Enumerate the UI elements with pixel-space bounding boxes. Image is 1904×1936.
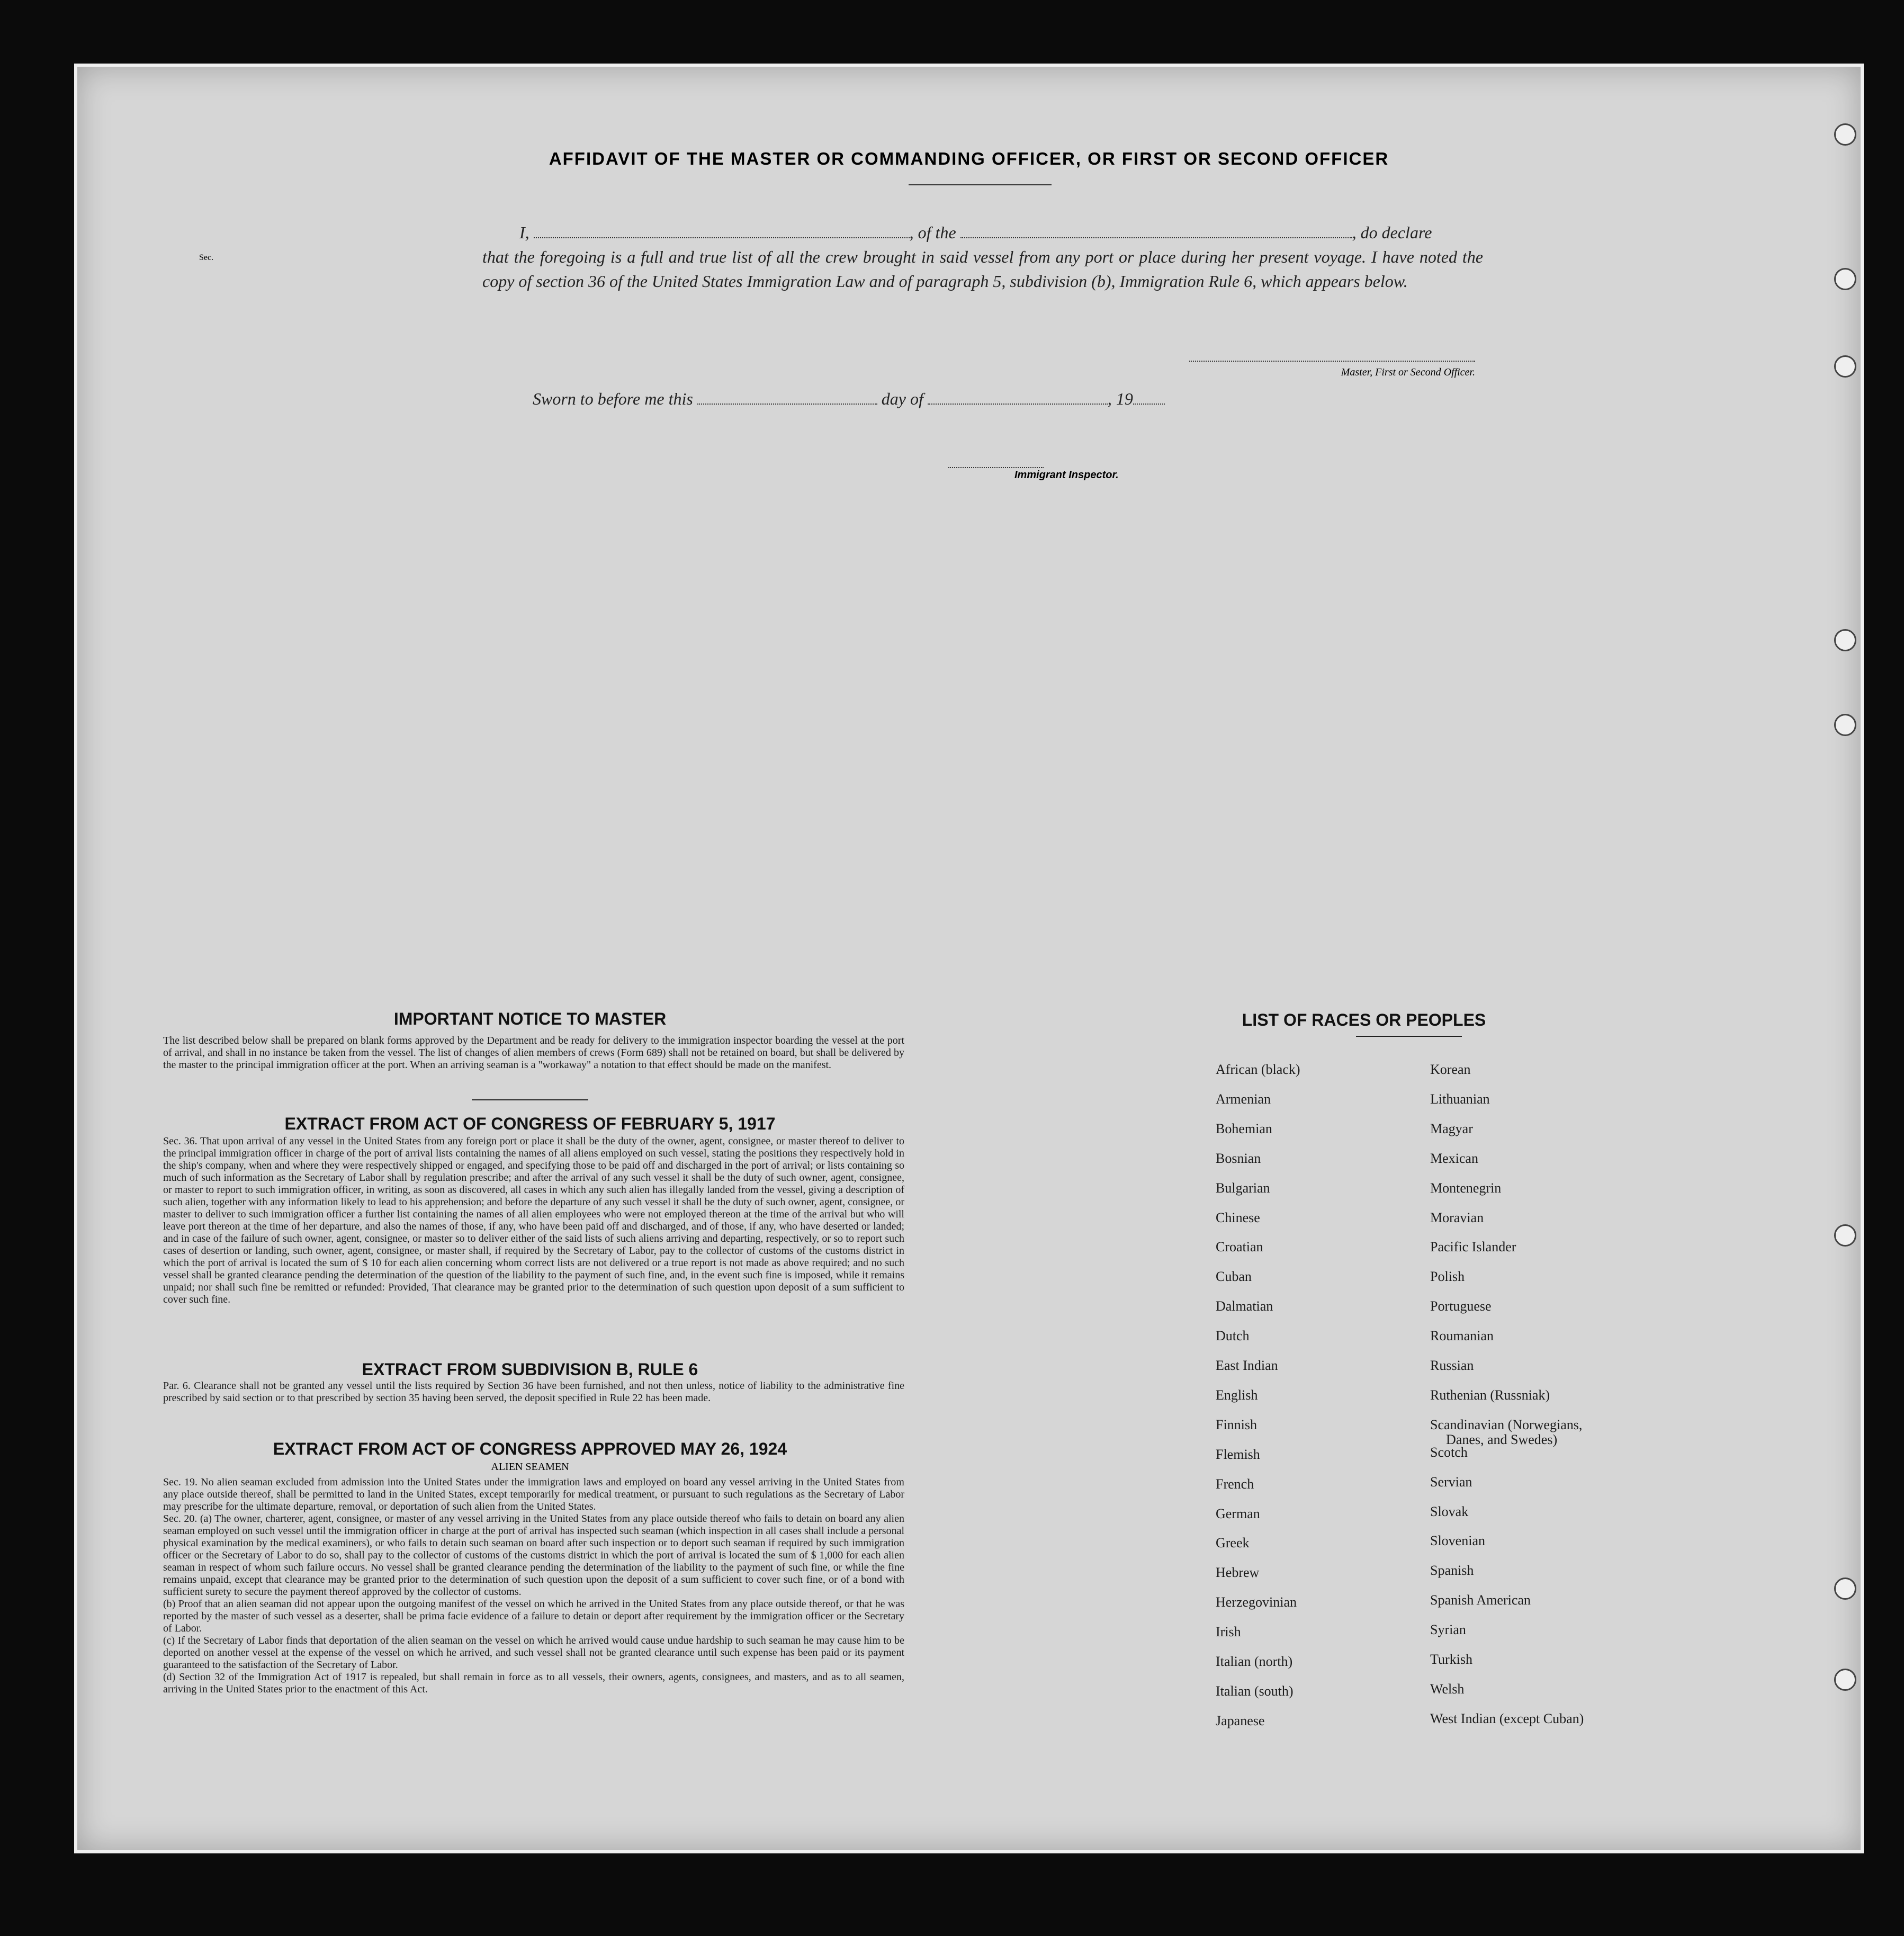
race-item: German: [1216, 1505, 1260, 1521]
extract2-heading: EXTRACT FROM SUBDIVISION B, RULE 6: [362, 1360, 698, 1379]
race-item: Bosnian: [1216, 1150, 1261, 1166]
section-divider: [472, 1099, 588, 1100]
extract1-text: Sec. 36. That upon arrival of any vessel in the United States from any foreign port or place it shall be the duty of the owner, agent, consignee, or master thereof to deliver to the principal immigration officer in charge of the port of arrival lists containing the names of all aliens employed on such vessel, stating the positions they respectively hold in the ship's company, when and where they were respectively shipped or engaged, and specifying those to be paid off and discharged in the port of arrival; or lists containing so much of such information as the Secretary of Labor shall by regulation prescribe; and after the arrival of any such vessel it shall be the duty of such owner, agent, consignee, or master to report to such immigration officer, in writing, as soon as discovered, all cases in which any such alien has illegally landed from the vessel, giving a description of such alien, together with any information likely to lead to his apprehension; and before the departure of any such vessel it shall be the duty of such owner, agent, consignee, or master to deliver to such immigration officer a further list containing the names of all alien employees who were not employed thereon at the time of the arrival but who will leave port thereon at the time of her departure, and also the names of those, if any, who have been paid off and discharged, and of those, if any, who have deserted or landed; and in case of the failure of such owner, agent, consignee, or master so to deliver either of the said lists of such aliens arriving and departing, respectively, or so to report such cases of desertion or landing, such owner, agent, consignee, or master shall, if required by the Secretary of Labor, pay to the collector of customs of the customs district in which the port of arrival is located the sum of $ 10 for each alien concerning whom correct lists are not delivered or a true report is not made as above required; and no such vessel shall be granted clearance pending the determination of the question of the liability to the payment of such fine, and, in the event such fine is imposed, while it remains unpaid; nor shall such fine be remitted or refunded: Provided, That clearance may be granted prior to the determination of such question upon deposit of a sum sufficient to cover such fine.: [163, 1135, 904, 1305]
declare-prefix: I,: [519, 223, 529, 242]
race-item: Lithuanian: [1430, 1091, 1490, 1107]
document-sheet: [74, 64, 1864, 1853]
race-item: Roumanian: [1430, 1328, 1494, 1344]
extract3-para: (c) If the Secretary of Labor finds that deportation of the alien seaman on the vessel on which he arrived would cause undue hardship to such seaman he may cause him to be deported on another vessel at the expense of the vessel on which he arrived, and such vessel shall not be granted clearance until such expense has been paid or its payment guaranteed to the satisfaction of the Secretary of Labor.: [163, 1635, 904, 1671]
extract3-para: (d) Section 32 of the Immigration Act of 1917 is repealed, but shall remain in force as to all vessels, their owners, agents, consignees, and masters, and as to all seamen, arriving in the United States prior to the enactment of this Act.: [163, 1671, 904, 1695]
race-item: Bohemian: [1216, 1121, 1272, 1136]
race-item: Mexican: [1430, 1150, 1478, 1166]
race-item: Pacific Islander: [1430, 1239, 1516, 1255]
race-item: Scandinavian (Norwegians,: [1430, 1417, 1583, 1432]
race-item: African (black): [1216, 1062, 1300, 1077]
binder-hole: [1834, 268, 1856, 290]
race-item: East Indian: [1216, 1358, 1278, 1373]
binder-hole: [1834, 714, 1856, 736]
extract3-subheading: ALIEN SEAMEN: [491, 1461, 569, 1473]
binder-hole: [1834, 629, 1856, 651]
race-item: Armenian: [1216, 1091, 1271, 1107]
inspector-line[interactable]: [948, 467, 1044, 468]
binder-hole: [1834, 1669, 1856, 1691]
signature-line[interactable]: [1189, 361, 1475, 362]
extract3-para: (b) Proof that an alien seaman did not appear upon the outgoing manifest of the vessel on which he arrived in the United States from any place outside thereof, or that he was reported by the master of such vessel as a deserter, shall be prima facie evidence of a failure to detain or deport after requirement by the immigration officer or the Secretary of Labor.: [163, 1598, 904, 1634]
day-blank[interactable]: [697, 391, 877, 405]
race-item: Montenegrin: [1430, 1180, 1502, 1196]
notice-text: The list described below shall be prepared on blank forms approved by the Department and be ready for delivery to the immigration inspector boarding the vessel at the port of arrival, and shall in no instance be taken from the vessel. The list of changes of alien members of crews (Form 689) shall not be retained on board, but shall be delivered by the master to the principal immigration officer at the port. When an arriving seaman is a "workaway" a notation to that effect should be made on the manifest.: [163, 1035, 904, 1071]
race-item: Italian (north): [1216, 1654, 1293, 1669]
race-item: Spanish American: [1430, 1592, 1531, 1608]
race-item: Flemish: [1216, 1446, 1260, 1462]
race-item: Danes, and Swedes): [1446, 1431, 1558, 1447]
race-item: Dutch: [1216, 1328, 1250, 1344]
race-item: Croatian: [1216, 1239, 1263, 1255]
race-item: Herzegovinian: [1216, 1594, 1297, 1610]
race-item: Korean: [1430, 1062, 1471, 1077]
inspector-label: Immigrant Inspector.: [1014, 469, 1119, 481]
binder-hole: [1834, 355, 1856, 378]
race-item: Spanish: [1430, 1563, 1474, 1579]
signature-label: Master, First or Second Officer.: [1341, 366, 1475, 378]
sworn-year-label: , 19: [1107, 389, 1133, 408]
name-blank[interactable]: [534, 225, 910, 238]
binder-hole: [1834, 123, 1856, 146]
vessel-blank[interactable]: [960, 225, 1352, 238]
race-item: Finnish: [1216, 1417, 1258, 1432]
extract3-para: Sec. 19. No alien seaman excluded from admission into the United States under the immigration laws and employed on board any vessel arriving in the United States from any place outside thereof, shall be permitted to land in the United States, except temporarily for medical treatment, or pursuant to such regulations as the Secretary of Labor may prescribe for the ultimate departure, removal, or deportation of such alien from the United States.: [163, 1476, 904, 1512]
race-item: Scotch: [1430, 1444, 1468, 1460]
notice-heading: IMPORTANT NOTICE TO MASTER: [393, 1009, 667, 1028]
extract3-text: [163, 1476, 904, 1696]
race-item: English: [1216, 1387, 1258, 1403]
race-item: French: [1216, 1476, 1254, 1492]
race-item: Bulgarian: [1216, 1180, 1270, 1196]
extract2-text: Par. 6. Clearance shall not be granted any vessel until the lists required by Section 36 have been furnished, and not then unless, notice of liability to the administrative fine prescribed by said section or to that prescribed by section 35 having been served, the deposit specified in Rule 22 has been made.: [163, 1380, 904, 1404]
sworn-line: [533, 387, 1165, 411]
sworn-prefix: Sworn to before me this: [533, 389, 693, 408]
extract3-heading: EXTRACT FROM ACT OF CONGRESS APPROVED MAY 26, 1924: [273, 1439, 787, 1458]
binder-hole: [1834, 1578, 1856, 1600]
sworn-day-label: day of: [881, 389, 923, 408]
race-item: Syrian: [1430, 1622, 1466, 1638]
race-item: Ruthenian (Russniak): [1430, 1387, 1550, 1403]
month-blank[interactable]: [928, 391, 1108, 405]
race-item: Chinese: [1216, 1209, 1260, 1225]
affidavit-title: AFFIDAVIT OF THE MASTER OR COMMANDING OFFICER, OR FIRST OR SECOND OFFICER: [549, 149, 1389, 168]
race-item: Portuguese: [1430, 1298, 1492, 1314]
race-item: Welsh: [1430, 1681, 1465, 1697]
race-item: Cuban: [1216, 1269, 1252, 1285]
race-item: Dalmatian: [1216, 1298, 1273, 1314]
race-item: Irish: [1216, 1624, 1241, 1640]
race-item: Slovenian: [1430, 1533, 1485, 1549]
races-heading: LIST OF RACES OR PEOPLES: [1242, 1010, 1486, 1029]
race-item: Italian (south): [1216, 1683, 1294, 1699]
race-item: West Indian (except Cuban): [1430, 1710, 1584, 1726]
affidavit-body: [482, 220, 1483, 293]
declare-mid: , of the: [909, 223, 956, 242]
margin-mark: Sec.: [199, 253, 214, 262]
declare-suffix: , do declare: [1352, 223, 1432, 242]
declare-line: [482, 220, 1483, 245]
race-item: Servian: [1430, 1474, 1472, 1490]
races-divider: [1356, 1036, 1462, 1037]
binder-hole: [1834, 1224, 1856, 1247]
year-blank[interactable]: [1133, 391, 1165, 405]
race-item: Japanese: [1216, 1713, 1265, 1728]
extract1-heading: EXTRACT FROM ACT OF CONGRESS OF FEBRUARY 5, 1917: [284, 1114, 776, 1133]
race-item: Magyar: [1430, 1121, 1473, 1136]
race-item: Moravian: [1430, 1209, 1484, 1225]
extract3-para: Sec. 20. (a) The owner, charterer, agent, consignee, or master of any vessel arriving in the United States from any place outside thereof who fails to detain on board any alien seaman employed on such vessel until the immigration officer in charge at the port of arrival has inspected such seaman (which inspection in all cases shall include a personal physical examination by the medical examiners), or who fails to detain such seaman on board after such inspection or to deport such seaman if required by such immigration officer or the Secretary of Labor to do so, shall pay to the collector of customs of the customs district in which the port of arrival is located the sum of $ 1,000 for each alien seaman in respect of whom such failure occurs. No vessel shall be granted clearance pending the determination of the liability to the payment of such fine, or while the fine remains unpaid, except that clearance may be granted prior to the determination of such question upon the deposit of a sum sufficient to cover such fine, or of a bond with sufficient surety to secure the payment thereof approved by the collector of customs.: [163, 1513, 904, 1598]
title-divider: [909, 184, 1052, 185]
race-item: Polish: [1430, 1269, 1465, 1285]
race-item: Greek: [1216, 1535, 1250, 1551]
affidavit-statement: that the foregoing is a full and true list of all the crew brought in said vessel from any port or place during her present voyage. I have noted the copy of section 36 of the United States Immigration Law and of paragraph 5, subdivision (b), Immigration Rule 6, which appears below.: [482, 247, 1483, 291]
race-item: Hebrew: [1216, 1565, 1260, 1581]
race-item: Turkish: [1430, 1652, 1472, 1667]
race-item: Russian: [1430, 1358, 1474, 1373]
race-item: Slovak: [1430, 1503, 1469, 1519]
